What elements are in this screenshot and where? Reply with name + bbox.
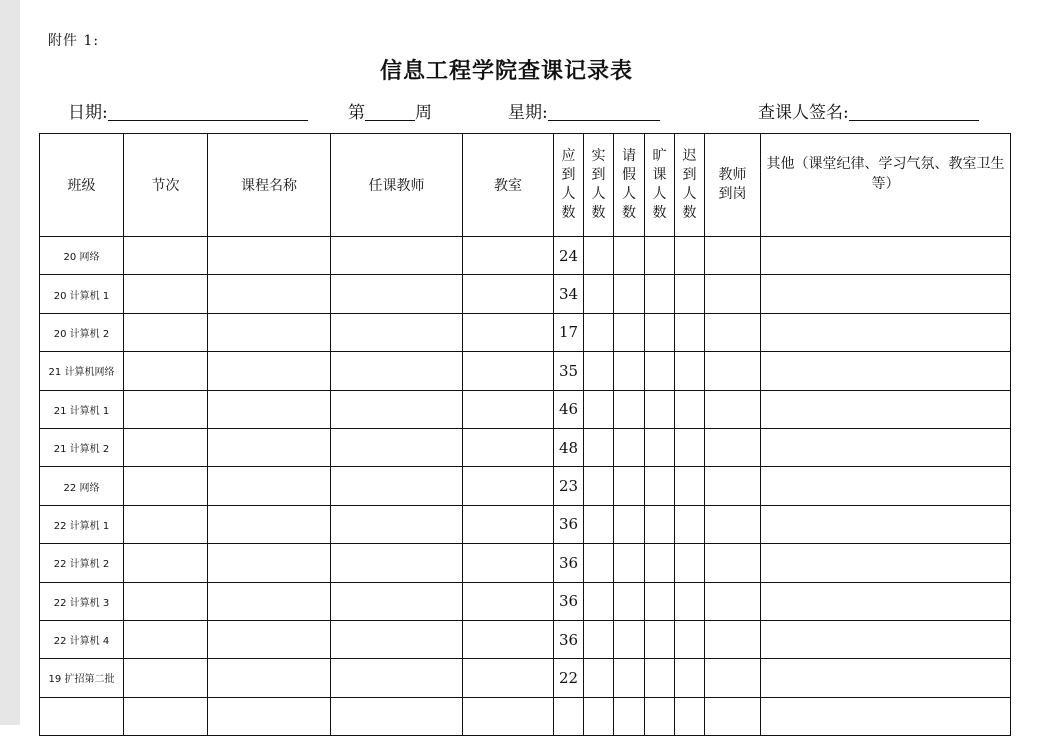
actual-count-cell[interactable] xyxy=(584,582,614,620)
classroom-cell[interactable] xyxy=(463,505,554,543)
late-count-cell[interactable] xyxy=(675,237,705,275)
late-count-cell[interactable] xyxy=(675,505,705,543)
actual-count-cell[interactable] xyxy=(584,659,614,697)
table-row xyxy=(40,352,1011,390)
class-cell: 22 计算机 2 xyxy=(40,544,124,582)
classroom-cell[interactable] xyxy=(463,428,554,466)
class-cell: 22 计算机 4 xyxy=(40,620,124,658)
page-title: 信息工程学院查课记录表 xyxy=(379,59,633,84)
header-actual-char: 实 xyxy=(591,148,606,164)
leave-count-cell[interactable] xyxy=(614,275,645,313)
classroom-cell[interactable] xyxy=(463,620,554,658)
class-cell: 21 计算机网络 xyxy=(40,352,124,390)
table-row xyxy=(40,275,1011,313)
absent-count-cell[interactable] xyxy=(645,352,675,390)
table-row xyxy=(40,697,1011,735)
other-notes-cell[interactable] xyxy=(761,697,1011,735)
classroom-cell[interactable] xyxy=(463,659,554,697)
header-leave-char: 数 xyxy=(622,205,636,221)
teacher-present-cell[interactable] xyxy=(705,659,761,697)
late-count-cell[interactable] xyxy=(675,467,705,505)
other-notes-cell[interactable] xyxy=(761,390,1011,428)
header-actual-char: 人 xyxy=(591,186,606,202)
header-classroom: 教室 xyxy=(463,134,554,237)
teacher-present-cell[interactable] xyxy=(705,275,761,313)
absent-count-cell[interactable] xyxy=(645,390,675,428)
teacher-cell[interactable] xyxy=(331,582,463,620)
class-cell: 22 计算机 1 xyxy=(40,505,124,543)
teacher-cell[interactable] xyxy=(331,390,463,428)
class-cell: 20 网络 xyxy=(40,237,124,275)
course-name-cell[interactable] xyxy=(208,428,331,466)
period-cell[interactable] xyxy=(124,428,208,466)
teacher-cell[interactable] xyxy=(331,313,463,351)
expected-count-cell: 36 xyxy=(554,544,584,582)
week-suffix: 周 xyxy=(415,103,432,123)
classroom-cell[interactable] xyxy=(463,313,554,351)
teacher-present-cell[interactable] xyxy=(705,237,761,275)
table-row xyxy=(40,390,1011,428)
leave-count-cell[interactable] xyxy=(614,428,645,466)
other-notes-cell[interactable] xyxy=(761,544,1011,582)
week-blank xyxy=(365,98,415,121)
absent-count-cell[interactable] xyxy=(645,237,675,275)
actual-count-cell[interactable] xyxy=(584,620,614,658)
actual-count-cell[interactable] xyxy=(584,237,614,275)
absent-count-cell[interactable] xyxy=(645,275,675,313)
absent-count-cell[interactable] xyxy=(645,544,675,582)
header-late xyxy=(675,134,705,237)
header-expected-char: 数 xyxy=(561,205,576,221)
absent-count-cell[interactable] xyxy=(645,467,675,505)
expected-count-cell: 22 xyxy=(554,659,584,697)
table-row xyxy=(40,467,1011,505)
header-teacher-present-line: 教师 xyxy=(718,167,747,183)
header-leave-char: 请 xyxy=(622,148,636,164)
teacher-cell[interactable] xyxy=(331,352,463,390)
expected-count-cell: 24 xyxy=(554,237,584,275)
other-notes-cell[interactable] xyxy=(761,467,1011,505)
table-row xyxy=(40,582,1011,620)
period-cell[interactable] xyxy=(124,237,208,275)
header-leave xyxy=(614,134,645,237)
leave-count-cell[interactable] xyxy=(614,313,645,351)
period-cell[interactable] xyxy=(124,544,208,582)
teacher-cell[interactable] xyxy=(331,544,463,582)
week-prefix: 第 xyxy=(348,103,365,123)
teacher-cell[interactable] xyxy=(331,620,463,658)
inspection-record-table xyxy=(39,133,1011,736)
class-cell: 20 计算机 1 xyxy=(40,275,124,313)
class-cell: 21 计算机 2 xyxy=(40,428,124,466)
late-count-cell[interactable] xyxy=(675,428,705,466)
classroom-cell[interactable] xyxy=(463,582,554,620)
leave-count-cell[interactable] xyxy=(614,505,645,543)
header-late-char: 人 xyxy=(682,186,697,202)
other-notes-cell[interactable] xyxy=(761,275,1011,313)
other-notes-cell[interactable] xyxy=(761,582,1011,620)
weekday-field xyxy=(508,98,660,122)
inspector-blank xyxy=(849,98,979,121)
table-row xyxy=(40,505,1011,543)
header-absent-char: 旷 xyxy=(652,148,667,164)
period-cell[interactable] xyxy=(124,275,208,313)
late-count-cell[interactable] xyxy=(675,659,705,697)
expected-count-cell: 34 xyxy=(554,275,584,313)
inspector-field xyxy=(758,98,979,122)
other-notes-cell[interactable] xyxy=(761,505,1011,543)
course-name-cell[interactable] xyxy=(208,505,331,543)
header-late-char: 到 xyxy=(682,167,697,183)
late-count-cell[interactable] xyxy=(675,544,705,582)
other-notes-cell[interactable] xyxy=(761,352,1011,390)
header-leave-char: 人 xyxy=(622,186,636,202)
expected-count-cell: 36 xyxy=(554,582,584,620)
header-leave-char: 假 xyxy=(622,167,636,183)
teacher-cell[interactable] xyxy=(331,467,463,505)
inspector-label: 查课人签名: xyxy=(758,103,849,123)
leave-count-cell[interactable] xyxy=(614,544,645,582)
period-cell[interactable] xyxy=(124,390,208,428)
actual-count-cell[interactable] xyxy=(584,544,614,582)
date-field xyxy=(68,98,308,122)
header-expected-char: 应 xyxy=(561,148,576,164)
absent-count-cell[interactable] xyxy=(645,428,675,466)
period-cell[interactable] xyxy=(124,659,208,697)
header-expected-char: 人 xyxy=(561,186,576,202)
classroom-cell[interactable] xyxy=(463,275,554,313)
weekday-label: 星期: xyxy=(508,103,548,123)
teacher-cell[interactable] xyxy=(331,659,463,697)
other-notes-cell[interactable] xyxy=(761,428,1011,466)
attachment-label: 附件 1: xyxy=(48,33,100,49)
header-actual-char: 数 xyxy=(591,205,606,221)
class-cell: 19 扩招第二批 xyxy=(40,659,124,697)
class-cell xyxy=(40,697,124,735)
header-other: 其他（课堂纪律、学习气氛、教室卫生等） xyxy=(761,134,1011,237)
expected-count-cell: 36 xyxy=(554,505,584,543)
header-late-char: 迟 xyxy=(682,148,697,164)
header-teacher-present-line: 到岗 xyxy=(718,186,747,202)
absent-count-cell[interactable] xyxy=(645,697,675,735)
teacher-present-cell[interactable] xyxy=(705,620,761,658)
table-row xyxy=(40,313,1011,351)
actual-count-cell[interactable] xyxy=(584,467,614,505)
expected-count-cell: 36 xyxy=(554,620,584,658)
header-period: 节次 xyxy=(124,134,208,237)
class-cell: 20 计算机 2 xyxy=(40,313,124,351)
actual-count-cell[interactable] xyxy=(584,428,614,466)
weekday-blank xyxy=(548,98,660,121)
header-expected xyxy=(554,134,584,237)
expected-count-cell xyxy=(554,697,584,735)
leave-count-cell[interactable] xyxy=(614,390,645,428)
absent-count-cell[interactable] xyxy=(645,582,675,620)
header-row xyxy=(40,134,1011,237)
class-cell: 22 计算机 3 xyxy=(40,582,124,620)
table-row xyxy=(40,237,1011,275)
header-expected-char: 到 xyxy=(561,167,576,183)
late-count-cell[interactable] xyxy=(675,275,705,313)
teacher-present-cell[interactable] xyxy=(705,390,761,428)
teacher-present-cell[interactable] xyxy=(705,428,761,466)
course-name-cell[interactable] xyxy=(208,275,331,313)
actual-count-cell[interactable] xyxy=(584,275,614,313)
left-margin-gutter xyxy=(0,0,20,725)
header-class: 班级 xyxy=(40,134,124,237)
period-cell[interactable] xyxy=(124,582,208,620)
leave-count-cell[interactable] xyxy=(614,620,645,658)
course-name-cell[interactable] xyxy=(208,237,331,275)
course-name-cell[interactable] xyxy=(208,697,331,735)
leave-count-cell[interactable] xyxy=(614,582,645,620)
header-absent-char: 人 xyxy=(652,186,667,202)
late-count-cell[interactable] xyxy=(675,352,705,390)
actual-count-cell[interactable] xyxy=(584,313,614,351)
table-row xyxy=(40,544,1011,582)
expected-count-cell: 23 xyxy=(554,467,584,505)
leave-count-cell[interactable] xyxy=(614,352,645,390)
teacher-present-cell[interactable] xyxy=(705,467,761,505)
date-label: 日期: xyxy=(68,103,108,123)
classroom-cell[interactable] xyxy=(463,390,554,428)
teacher-present-cell[interactable] xyxy=(705,313,761,351)
leave-count-cell[interactable] xyxy=(614,697,645,735)
teacher-present-cell[interactable] xyxy=(705,505,761,543)
header-actual xyxy=(584,134,614,237)
header-teacher: 任课教师 xyxy=(331,134,463,237)
expected-count-cell: 48 xyxy=(554,428,584,466)
course-name-cell[interactable] xyxy=(208,352,331,390)
header-teacher-present xyxy=(705,134,761,237)
teacher-cell[interactable] xyxy=(331,697,463,735)
header-actual-char: 到 xyxy=(591,167,606,183)
late-count-cell[interactable] xyxy=(675,697,705,735)
course-name-cell[interactable] xyxy=(208,390,331,428)
late-count-cell[interactable] xyxy=(675,390,705,428)
expected-count-cell: 17 xyxy=(554,313,584,351)
class-cell: 21 计算机 1 xyxy=(40,390,124,428)
other-notes-cell[interactable] xyxy=(761,620,1011,658)
absent-count-cell[interactable] xyxy=(645,659,675,697)
course-name-cell[interactable] xyxy=(208,544,331,582)
classroom-cell[interactable] xyxy=(463,352,554,390)
class-cell: 22 网络 xyxy=(40,467,124,505)
period-cell[interactable] xyxy=(124,313,208,351)
actual-count-cell[interactable] xyxy=(584,352,614,390)
teacher-present-cell[interactable] xyxy=(705,352,761,390)
table-row xyxy=(40,659,1011,697)
course-name-cell[interactable] xyxy=(208,467,331,505)
teacher-cell[interactable] xyxy=(331,275,463,313)
teacher-cell[interactable] xyxy=(331,428,463,466)
leave-count-cell[interactable] xyxy=(614,467,645,505)
course-name-cell[interactable] xyxy=(208,659,331,697)
header-absent xyxy=(645,134,675,237)
classroom-cell[interactable] xyxy=(463,467,554,505)
teacher-present-cell[interactable] xyxy=(705,544,761,582)
teacher-cell[interactable] xyxy=(331,505,463,543)
absent-count-cell[interactable] xyxy=(645,505,675,543)
classroom-cell[interactable] xyxy=(463,237,554,275)
other-notes-cell[interactable] xyxy=(761,659,1011,697)
header-absent-char: 数 xyxy=(652,205,667,221)
actual-count-cell[interactable] xyxy=(584,697,614,735)
leave-count-cell[interactable] xyxy=(614,237,645,275)
actual-count-cell[interactable] xyxy=(584,505,614,543)
course-name-cell[interactable] xyxy=(208,620,331,658)
leave-count-cell[interactable] xyxy=(614,659,645,697)
other-notes-cell[interactable] xyxy=(761,237,1011,275)
course-name-cell[interactable] xyxy=(208,582,331,620)
date-blank xyxy=(108,98,308,121)
teacher-present-cell[interactable] xyxy=(705,697,761,735)
period-cell[interactable] xyxy=(124,467,208,505)
expected-count-cell: 46 xyxy=(554,390,584,428)
late-count-cell[interactable] xyxy=(675,582,705,620)
period-cell[interactable] xyxy=(124,505,208,543)
absent-count-cell[interactable] xyxy=(645,313,675,351)
week-field xyxy=(348,98,432,122)
classroom-cell[interactable] xyxy=(463,544,554,582)
header-course-name: 课程名称 xyxy=(208,134,331,237)
actual-count-cell[interactable] xyxy=(584,390,614,428)
absent-count-cell[interactable] xyxy=(645,620,675,658)
table-row xyxy=(40,428,1011,466)
late-count-cell[interactable] xyxy=(675,620,705,658)
teacher-cell[interactable] xyxy=(331,237,463,275)
header-absent-char: 课 xyxy=(652,167,667,183)
period-cell[interactable] xyxy=(124,620,208,658)
other-notes-cell[interactable] xyxy=(761,313,1011,351)
expected-count-cell: 35 xyxy=(554,352,584,390)
table-row xyxy=(40,620,1011,658)
course-name-cell[interactable] xyxy=(208,313,331,351)
classroom-cell[interactable] xyxy=(463,697,554,735)
period-cell[interactable] xyxy=(124,697,208,735)
teacher-present-cell[interactable] xyxy=(705,582,761,620)
period-cell[interactable] xyxy=(124,352,208,390)
late-count-cell[interactable] xyxy=(675,313,705,351)
header-late-char: 数 xyxy=(682,205,697,221)
